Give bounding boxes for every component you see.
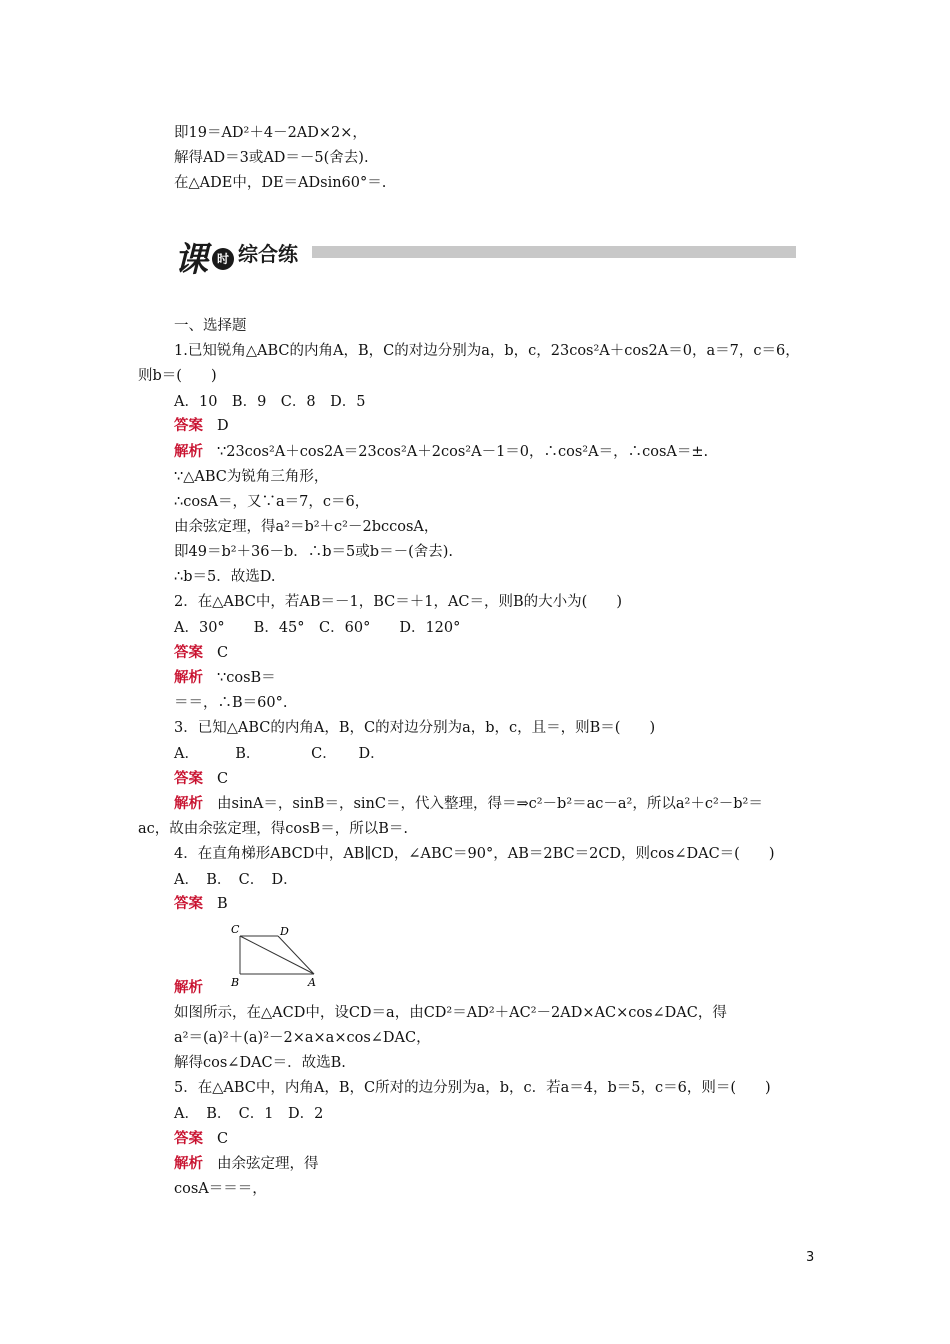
analysis-text: cosA＝＝＝， <box>174 1181 267 1197</box>
answer-value: B <box>217 896 228 912</box>
vertex-label-a: A <box>308 976 316 988</box>
question-options: A． B． C． D． <box>174 872 298 888</box>
question-stem: 1.已知锐角△ABC的内角A，B，C的对边分别为a，b，c，23cos²A＋cos2A＝0，a＝7，c＝6， <box>174 343 800 359</box>
analysis-text: ∵cosB＝ <box>217 670 276 686</box>
analysis-label: 解析 <box>174 670 203 686</box>
page-number: 3 <box>806 1250 815 1265</box>
trapezoid-figure <box>228 922 328 988</box>
answer-line <box>174 416 229 436</box>
vertex-label-d: D <box>280 925 289 938</box>
answer-line <box>174 769 228 789</box>
section-banner <box>172 232 802 280</box>
analysis-line <box>174 442 708 462</box>
answer-line <box>174 1129 228 1149</box>
edge-da <box>278 936 314 974</box>
question-stem: 5．在△ABC中，内角A，B，C所对的边分别为a，b，c．若a＝4，b＝5，c＝6，则＝( ) <box>174 1080 771 1096</box>
banner-title: 综合练 <box>238 242 298 266</box>
analysis-text: ∴b＝5．故选D. <box>174 569 276 585</box>
answer-label: 答案 <box>174 418 203 434</box>
answer-line <box>174 643 228 663</box>
answer-line <box>174 894 228 914</box>
answer-label: 答案 <box>174 896 203 912</box>
analysis-label: 解析 <box>174 980 203 996</box>
question-options: A． B． C．1 D．2 <box>174 1106 324 1122</box>
analysis-text: 解得cos∠DAC＝．故选B. <box>174 1055 346 1071</box>
analysis-text: ＝＝，∴B＝60°. <box>174 695 288 711</box>
answer-label: 答案 <box>174 645 203 661</box>
analysis-label: 解析 <box>174 444 203 460</box>
analysis-text: 由sinA＝，sinB＝，sinC＝，代入整理，得＝⇒c²－b²＝ac－a²，所以a²＋c²－b²＝ <box>217 796 763 812</box>
section-heading: 一、选择题 <box>174 318 247 334</box>
analysis-line <box>174 1154 319 1174</box>
vertex-label-b: B <box>231 976 240 988</box>
text-line: 即19＝AD²＋4－2AD×2×， <box>174 125 367 141</box>
text-line: 解得AD＝3或AD＝－5(舍去). <box>174 150 369 166</box>
analysis-text: a²＝(a)²＋(a)²－2×a×a×cos∠DAC， <box>174 1030 431 1046</box>
question-stem: 2．在△ABC中，若AB＝－1，BC＝＋1，AC＝，则B的大小为( ) <box>174 594 622 610</box>
answer-value: C <box>217 645 229 661</box>
vertex-label-c: C <box>231 923 240 936</box>
edge-ca <box>240 936 314 974</box>
analysis-text: ∵△ABC为锐角三角形， <box>174 469 329 485</box>
analysis-text: 即49＝b²＋36－b．∴b＝5或b＝－(舍去). <box>174 544 453 560</box>
analysis-line <box>174 978 217 998</box>
analysis-text: 由余弦定理，得 <box>217 1156 319 1172</box>
banner-logo-circle: 时 <box>212 248 234 270</box>
question-options: A．30° B．45° C．60° D．120° <box>174 620 461 636</box>
answer-label: 答案 <box>174 1131 203 1147</box>
answer-value: D <box>217 418 229 434</box>
analysis-text: 如图所示，在△ACD中，设CD＝a，由CD²＝AD²＋AC²－2AD×AC×cos∠DAC，得 <box>174 1005 727 1021</box>
analysis-label: 解析 <box>174 1156 203 1172</box>
banner-bar <box>312 246 796 258</box>
banner-logo-char: 课 <box>174 240 208 280</box>
question-options: A． B． C． D． <box>174 746 385 762</box>
question-stem: 3．已知△ABC的内角A，B，C的对边分别为a，b，c，且＝，则B＝( ) <box>174 720 656 736</box>
analysis-text: 由余弦定理，得a²＝b²＋c²－2bccosA， <box>174 519 439 535</box>
answer-value: C <box>217 1131 229 1147</box>
question-options: A．10 B．9 C．8 D．5 <box>174 394 366 410</box>
analysis-line <box>174 794 763 814</box>
question-stem: 4．在直角梯形ABCD中，AB∥CD，∠ABC＝90°，AB＝2BC＝2CD，则cos∠DAC＝( ) <box>174 846 775 862</box>
analysis-text: ac，故由余弦定理，得cosB＝，所以B＝. <box>138 821 408 837</box>
analysis-line <box>174 668 276 688</box>
text-line: 在△ADE中，DE＝ADsin60°＝. <box>174 175 387 191</box>
analysis-text: ∵23cos²A＋cos2A＝23cos²A＋2cos²A－1＝0，∴cos²A＝，∴cosA＝±. <box>217 444 709 460</box>
question-stem: 则b＝( ) <box>138 368 217 384</box>
analysis-label: 解析 <box>174 796 203 812</box>
analysis-text: ∴cosA＝，又∵a＝7，c＝6， <box>174 494 370 510</box>
answer-label: 答案 <box>174 771 203 787</box>
answer-value: C <box>217 771 229 787</box>
